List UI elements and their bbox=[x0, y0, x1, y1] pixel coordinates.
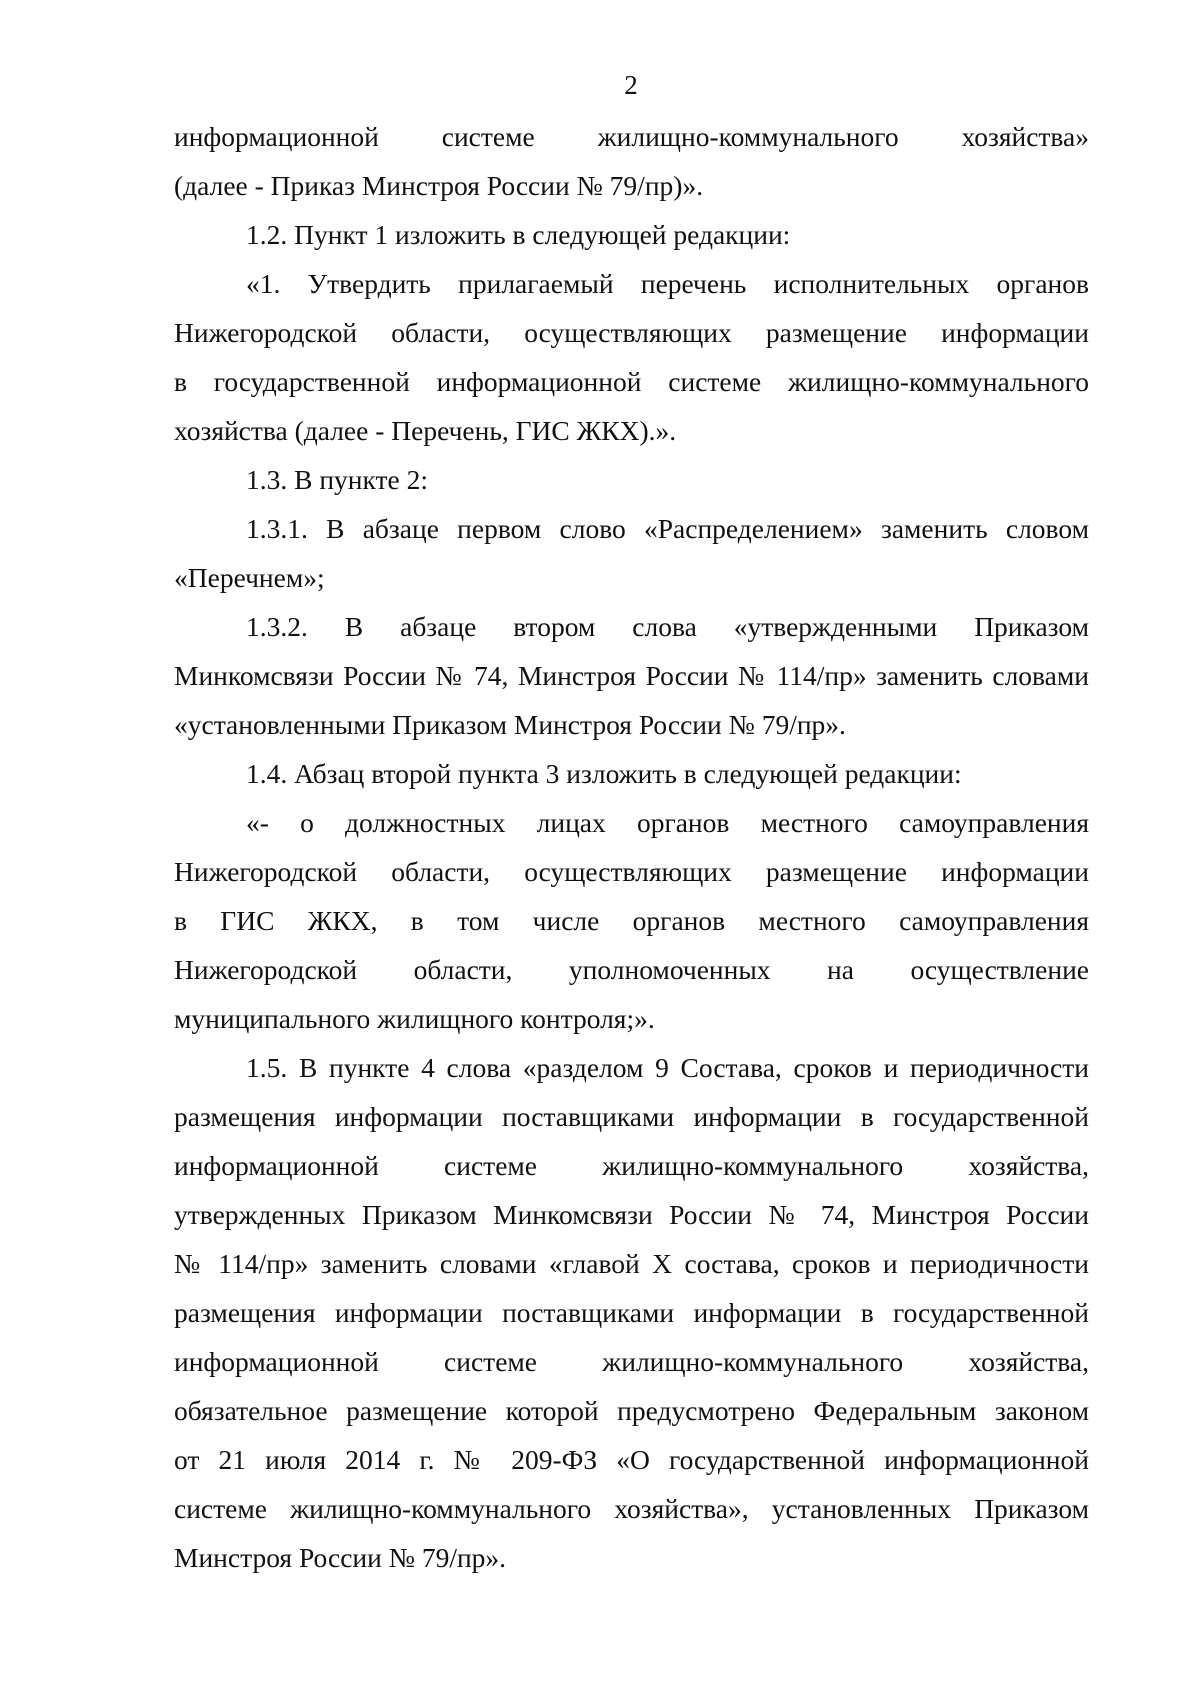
paragraph-1-4-quote bbox=[174, 798, 1089, 1043]
paragraph-item-1-quote bbox=[174, 259, 1089, 455]
text-line: размещения информации поставщиками информации в государственной bbox=[174, 1101, 1089, 1132]
text-line: Нижегородской области, осуществляющих размещение информации bbox=[174, 856, 1089, 887]
text-line: утвержденных Приказом Минкомсвязи России № 74, Минстроя России bbox=[174, 1199, 1089, 1230]
paragraph-1-3 bbox=[174, 455, 1089, 504]
document-body bbox=[174, 112, 1089, 1582]
text-line: 1.3.2. В абзаце втором слова «утвержденными Приказом bbox=[246, 611, 1089, 642]
text-line: 1.4. Абзац второй пункта 3 изложить в следующей редакции: bbox=[246, 758, 962, 789]
text-line: 1.5. В пункте 4 слова «разделом 9 Состава, сроков и периодичности bbox=[246, 1052, 1089, 1083]
text-line: «- о должностных лицах органов местного самоуправления bbox=[246, 807, 1089, 838]
paragraph-1-5 bbox=[174, 1043, 1089, 1582]
paragraph-1-3-1 bbox=[174, 504, 1089, 602]
paragraph-1-3-2 bbox=[174, 602, 1089, 749]
paragraph-1-2 bbox=[174, 210, 1089, 259]
page-number: 2 bbox=[624, 70, 638, 100]
text-line: размещения информации поставщиками информации в государственной bbox=[174, 1297, 1089, 1328]
text-line: от 21 июля 2014 г. № 209-ФЗ «О государственной информационной bbox=[174, 1444, 1089, 1475]
text-line: информационной системе жилищно-коммунального хозяйства, bbox=[174, 1346, 1089, 1377]
text-line: (далее - Приказ Минстроя России № 79/пр)». bbox=[174, 170, 704, 201]
text-line: Минстроя России № 79/пр». bbox=[174, 1542, 507, 1573]
text-line: «1. Утвердить прилагаемый перечень исполнительных органов bbox=[246, 268, 1089, 299]
text-line: муниципального жилищного контроля;». bbox=[174, 1003, 655, 1034]
text-line: «установленными Приказом Минстроя России № 79/пр». bbox=[174, 709, 846, 740]
text-line: «Перечнем»; bbox=[174, 562, 325, 593]
text-line: Нижегородской области, осуществляющих размещение информации bbox=[174, 317, 1089, 348]
text-line: Нижегородской области, уполномоченных на осуществление bbox=[174, 954, 1089, 985]
text-line: обязательное размещение которой предусмотрено Федеральным законом bbox=[174, 1395, 1089, 1426]
paragraph-1-4 bbox=[174, 749, 1089, 798]
text-line: системе жилищно-коммунального хозяйства», установленных Приказом bbox=[174, 1493, 1089, 1524]
text-line: информационной системе жилищно-коммунального хозяйства» bbox=[174, 121, 1089, 152]
text-line: 1.2. Пункт 1 изложить в следующей редакции: bbox=[246, 219, 791, 250]
text-line: 1.3.1. В абзаце первом слово «Распределением» заменить словом bbox=[246, 513, 1089, 544]
text-line: информационной системе жилищно-коммунального хозяйства, bbox=[174, 1150, 1089, 1181]
paragraph-1-1-continuation bbox=[174, 112, 1089, 210]
text-line: в государственной информационной системе жилищно-коммунального bbox=[174, 366, 1089, 397]
text-line: в ГИС ЖКХ, в том числе органов местного самоуправления bbox=[174, 905, 1089, 936]
text-line: № 114/пр» заменить словами «главой X состава, сроков и периодичности bbox=[174, 1248, 1089, 1279]
text-line: хозяйства (далее - Перечень, ГИС ЖКХ).». bbox=[174, 415, 677, 446]
text-line: 1.3. В пункте 2: bbox=[246, 464, 429, 495]
text-line: Минкомсвязи России № 74, Минстроя России № 114/пр» заменить словами bbox=[174, 660, 1089, 691]
